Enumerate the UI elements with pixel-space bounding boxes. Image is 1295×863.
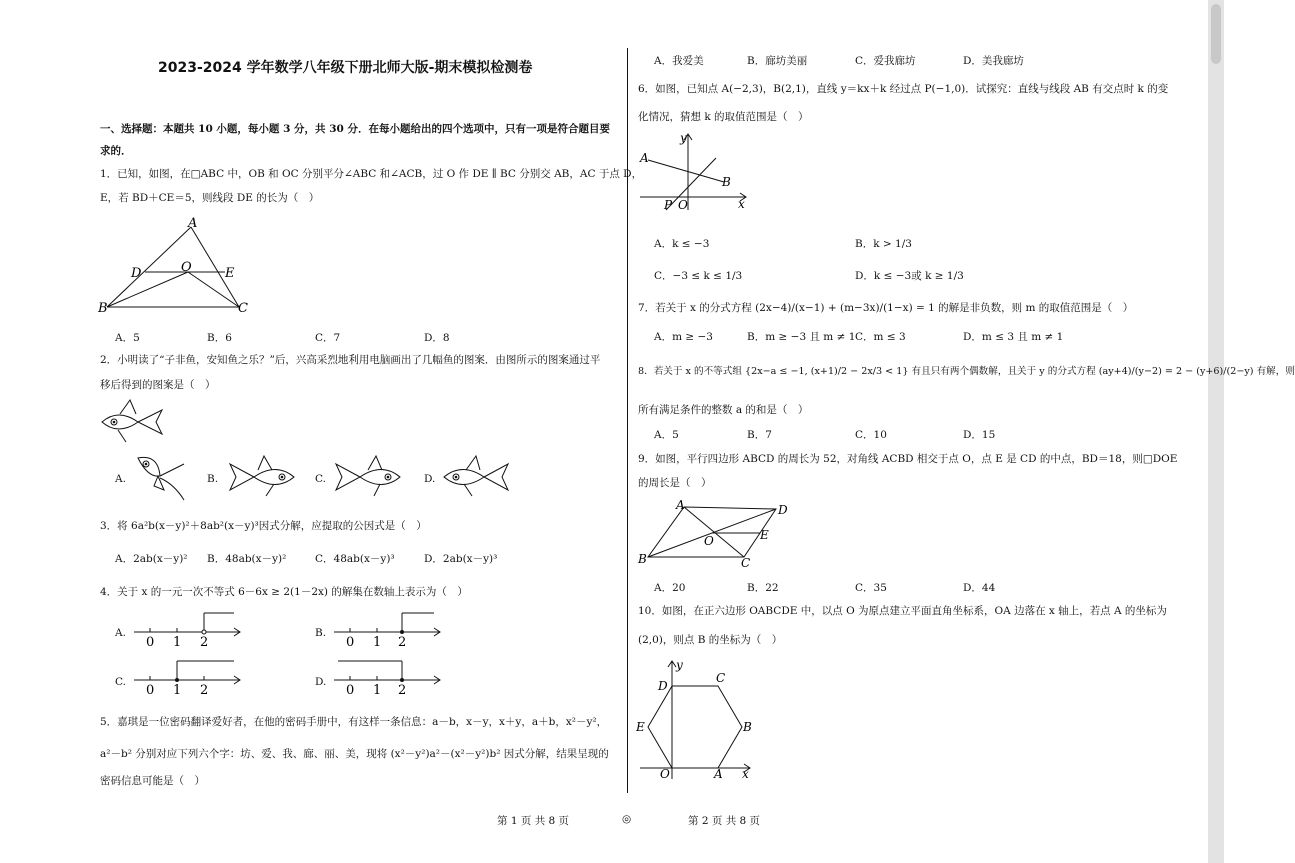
- q9-text-1: 9．如图，平行四边形 ABCD 的周长为 52，对角线 ACBD 相交于点 O，点 E 是 CD 的中点，BD＝18，则□DOE: [638, 453, 1178, 465]
- label-E: E: [636, 720, 645, 734]
- q10-text-1: 10．如图，在正六边形 OABCDE 中，以点 O 为原点建立平面直角坐标系，OA 边落在 x 轴上，若点 A 的坐标为: [638, 605, 1167, 617]
- q1-text-2: E，若 BD＋CE＝5，则线段 DE 的长为（ ）: [100, 192, 320, 204]
- tick-0: 0: [346, 683, 355, 698]
- tick-2: 2: [200, 635, 209, 650]
- q4-numberline-c[interactable]: [130, 658, 245, 698]
- q7-option-d[interactable]: D．m ≤ 3 且 m ≠ 1: [963, 331, 1064, 343]
- tick-1: 1: [173, 683, 182, 698]
- q4-option-d[interactable]: D.: [315, 676, 327, 688]
- q2-option-d[interactable]: D.: [424, 473, 436, 485]
- q5-option-d[interactable]: D．美我廊坊: [963, 55, 1024, 67]
- scrollbar-thumb[interactable]: [1211, 4, 1221, 64]
- section-heading-cont: 求的．: [100, 145, 132, 157]
- label-A: A: [188, 216, 198, 231]
- q8-text-1: 8．若关于 x 的不等式组 {2x−a ≤ −1, (x+1)/2 − 2x/3 < 1} 有且只有两个偶数解，且关于 y 的分式方程 (ay+4)/(y−2) = 2 − (y+6)/(2−y) 有解，则: [638, 366, 1295, 377]
- q2-text-1: 2．小明读了“子非鱼，安知鱼之乐？”后，兴高采烈地利用电脑画出了几幅鱼的图案．由图所示的图案通过平: [100, 354, 601, 366]
- q1-option-d[interactable]: D．8: [424, 332, 450, 344]
- label-A: A: [640, 151, 649, 165]
- q9-text-2: 的周长是（ ）: [638, 477, 712, 489]
- q10-text-2: (2,0)，则点 B 的坐标为（ ）: [638, 634, 783, 646]
- q5-text-1: 5．嘉琪是一位密码翻译爱好者，在他的密码手册中，有这样一条信息：a－b，x－y，x＋y，a＋b，x²－y²，: [100, 716, 608, 728]
- footer-page-right: 第 2 页 共 8 页: [688, 815, 761, 827]
- q6-graph: [636, 130, 756, 215]
- q5-text-2: a²－b² 分别对应下列六个字：坊、爱、我、廊、丽、美，现将 (x²－y²)a²－(x²－y²)b² 因式分解，结果呈现的: [100, 748, 609, 760]
- q9-option-c[interactable]: C．35: [855, 582, 887, 594]
- q5-text-3: 密码信息可能是（ ）: [100, 775, 205, 787]
- q8-option-a[interactable]: A．5: [654, 429, 679, 441]
- q4-text: 4．关于 x 的一元一次不等式 6－6x ≥ 2(1－2x) 的解集在数轴上表示为（ ）: [100, 586, 468, 598]
- label-O: O: [678, 198, 688, 212]
- label-D: D: [778, 503, 788, 517]
- q7-option-c[interactable]: C．m ≤ 3: [855, 331, 906, 343]
- label-x: x: [742, 767, 749, 781]
- q4-numberline-b[interactable]: [330, 610, 445, 650]
- label-A: A: [714, 767, 723, 781]
- label-C: C: [716, 671, 726, 685]
- q2-option-c[interactable]: C.: [315, 473, 326, 485]
- q1-option-c[interactable]: C．7: [315, 332, 341, 344]
- q2-fish-c[interactable]: [330, 452, 406, 502]
- column-divider: [627, 48, 628, 793]
- label-x: x: [738, 197, 745, 211]
- q8-option-d[interactable]: D．15: [963, 429, 996, 441]
- q7-text: 7．若关于 x 的分式方程 (2x−4)/(x−1) + (m−3x)/(1−x) = 1 的解是非负数，则 m 的取值范围是（ ）: [638, 302, 1134, 314]
- q6-text-1: 6．如图，已知点 A(−2,3)，B(2,1)，直线 y＝kx＋k 经过点 P(−1,0)．试探究：直线与线段 AB 有交点时 k 的变: [638, 83, 1169, 95]
- label-D: D: [658, 679, 668, 693]
- q5-option-a[interactable]: A．我爱美: [654, 55, 704, 67]
- q4-numberline-d[interactable]: [330, 658, 445, 698]
- label-B: B: [98, 301, 108, 316]
- tick-1: 1: [173, 635, 182, 650]
- q4-option-a[interactable]: A.: [115, 627, 126, 639]
- footer-page-left: 第 1 页 共 8 页: [497, 815, 570, 827]
- q9-parallelogram: [636, 497, 796, 569]
- q8-option-c[interactable]: C．10: [855, 429, 887, 441]
- q5-option-c[interactable]: C．爱我廊坊: [855, 55, 916, 67]
- q3-text: 3．将 6a²b(x－y)²＋8ab²(x－y)³因式分解，应提取的公因式是（ ）: [100, 520, 427, 532]
- q10-hexagon: [636, 655, 756, 783]
- q2-fish-reference: [98, 398, 168, 446]
- tick-0: 0: [346, 635, 355, 650]
- label-y: y: [676, 658, 683, 672]
- label-C: C: [741, 556, 751, 570]
- scrollbar[interactable]: [1208, 0, 1224, 863]
- q6-option-b[interactable]: B．k > 1/3: [855, 238, 912, 250]
- tick-2: 2: [398, 683, 407, 698]
- q6-option-c[interactable]: C．−3 ≤ k ≤ 1/3: [654, 270, 743, 282]
- tick-1: 1: [373, 683, 382, 698]
- tick-0: 0: [146, 635, 155, 650]
- q9-option-a[interactable]: A．20: [654, 582, 686, 594]
- q2-option-b[interactable]: B.: [207, 473, 219, 485]
- q2-option-a[interactable]: A.: [115, 473, 126, 485]
- q6-option-d[interactable]: D．k ≤ −3或 k ≥ 1/3: [855, 270, 964, 282]
- q3-option-d[interactable]: D．2ab(x－y)³: [424, 553, 498, 565]
- q8-option-b[interactable]: B．7: [747, 429, 772, 441]
- q3-option-c[interactable]: C．48ab(x－y)³: [315, 553, 395, 565]
- q3-option-b[interactable]: B．48ab(x－y)²: [207, 553, 287, 565]
- q4-option-b[interactable]: B.: [315, 627, 327, 639]
- label-D: D: [131, 266, 142, 281]
- label-B: B: [722, 175, 731, 189]
- label-B: B: [743, 720, 752, 734]
- q9-option-d[interactable]: D．44: [963, 582, 996, 594]
- tick-1: 1: [373, 635, 382, 650]
- q7-option-b[interactable]: B．m ≥ −3 且 m ≠ 1: [747, 331, 856, 343]
- label-E: E: [225, 266, 235, 281]
- q6-text-2: 化情况，猜想 k 的取值范围是（ ）: [638, 111, 809, 123]
- q1-triangle-figure: [95, 215, 255, 315]
- q1-option-a[interactable]: A．5: [115, 332, 140, 344]
- q1-option-b[interactable]: B．6: [207, 332, 232, 344]
- footer-mid-mark: ◎: [622, 813, 632, 825]
- label-O: O: [660, 767, 670, 781]
- q3-option-a[interactable]: A．2ab(x－y)²: [115, 553, 188, 565]
- q5-option-b[interactable]: B．廊坊美丽: [747, 55, 808, 67]
- label-y: y: [680, 131, 687, 145]
- q4-option-c[interactable]: C.: [115, 676, 126, 688]
- tick-2: 2: [398, 635, 407, 650]
- q2-fish-d[interactable]: [440, 452, 516, 502]
- q6-option-a[interactable]: A．k ≤ −3: [654, 238, 710, 250]
- q2-text-2: 移后得到的图案是（ ）: [100, 379, 216, 391]
- tick-0: 0: [146, 683, 155, 698]
- label-O: O: [704, 534, 714, 548]
- q7-option-a[interactable]: A．m ≥ −3: [654, 331, 713, 343]
- label-E: E: [760, 528, 769, 542]
- label-B: B: [638, 552, 647, 566]
- label-O: O: [181, 260, 192, 275]
- q2-fish-a[interactable]: [130, 450, 190, 506]
- q4-numberline-a[interactable]: [130, 610, 245, 650]
- label-C: C: [238, 301, 248, 316]
- q1-text-1: 1．已知，如图，在□ABC 中，OB 和 OC 分别平分∠ABC 和∠ACB，过 O 作 DE ∥ BC 分别交 AB，AC 于点 D，: [100, 168, 643, 180]
- label-P: P: [664, 198, 673, 212]
- q8-text-2: 所有满足条件的整数 a 的和是（ ）: [638, 404, 809, 416]
- q9-option-b[interactable]: B．22: [747, 582, 779, 594]
- q2-fish-b[interactable]: [224, 452, 300, 502]
- label-A: A: [676, 498, 685, 512]
- section-heading: 一、选择题：本题共 10 小题，每小题 3 分，共 30 分．在每小题给出的四个选项中，只有一项是符合题目要: [100, 123, 610, 135]
- page-title: 2023-2024 学年数学八年级下册北师大版-期末模拟检测卷: [158, 60, 533, 76]
- tick-2: 2: [200, 683, 209, 698]
